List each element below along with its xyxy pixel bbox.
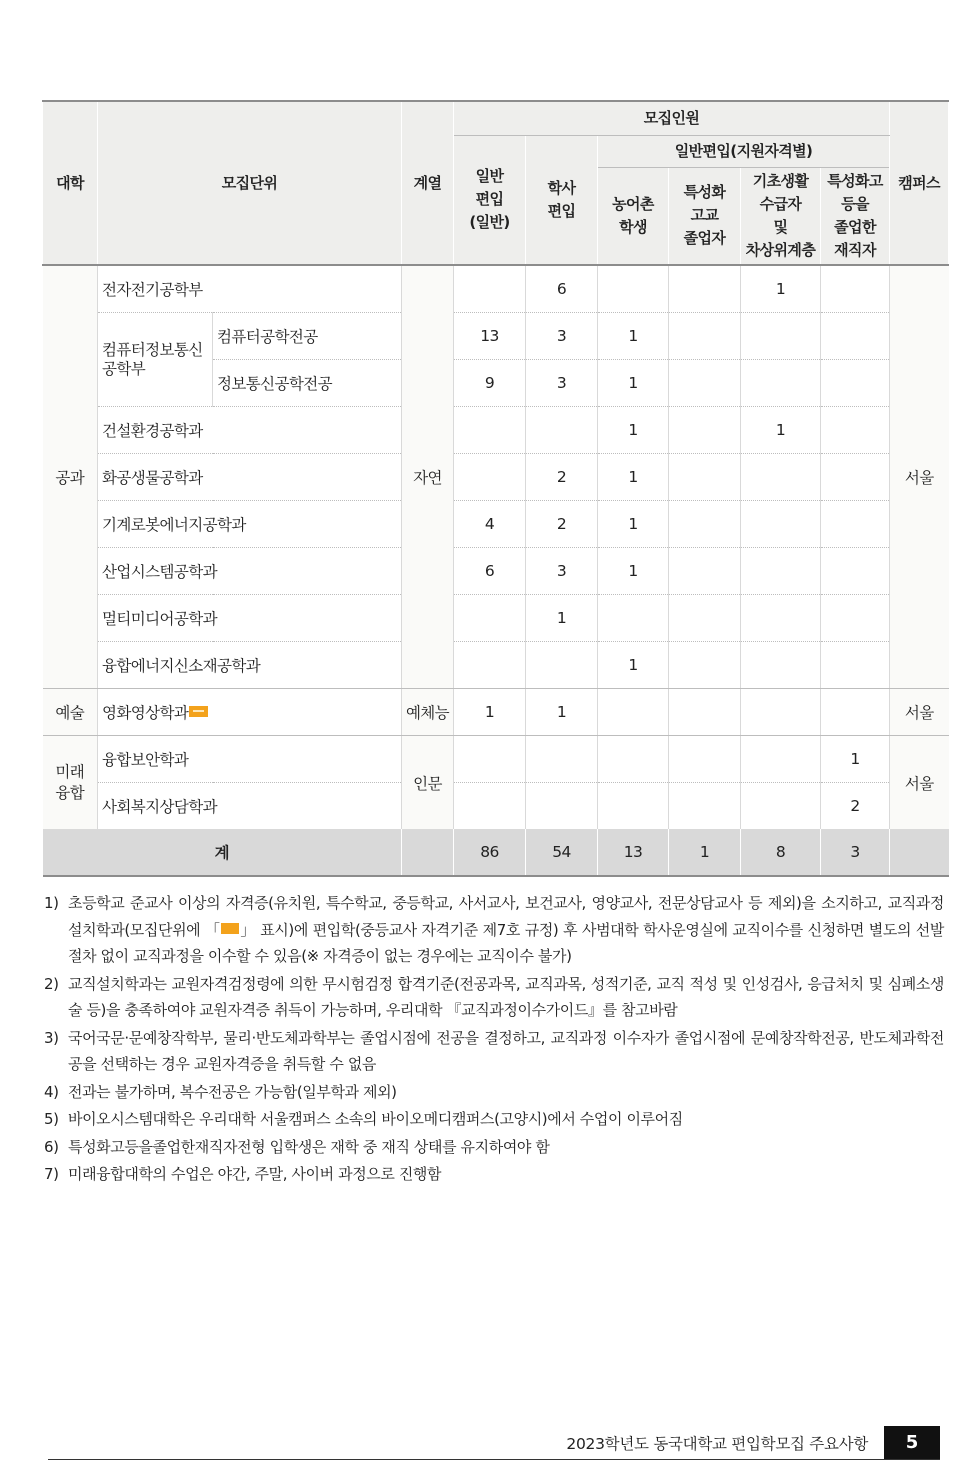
footnote-number: 5)	[44, 1110, 59, 1128]
header-recruit: 모집인원	[454, 101, 890, 135]
total-general: 86	[454, 829, 526, 876]
total-label: 계	[43, 829, 402, 876]
cell-general	[454, 595, 526, 642]
cell-rural: 1	[598, 313, 669, 360]
cell-rural: 1	[598, 407, 669, 454]
footnote-text: 미래융합대학의 수업은 야간, 주말, 사이버 과정으로 진행함	[68, 1165, 442, 1183]
footnote-number: 1)	[44, 894, 59, 912]
cell-rural	[598, 689, 669, 736]
total-bachelor: 54	[526, 829, 598, 876]
footnote	[44, 1161, 944, 1188]
total-campus-blank	[890, 829, 949, 876]
cell-general	[454, 454, 526, 501]
footer-title: 2023학년도 동국대학교 편입학모집 주요사항	[566, 1435, 868, 1453]
cell-bachelor: 1	[526, 595, 598, 642]
table-row	[43, 407, 949, 454]
header-series: 계열	[402, 101, 454, 265]
cell-bachelor: 2	[526, 501, 598, 548]
unit-name: 융합에너지신소재공학과	[98, 642, 402, 689]
table-row	[43, 265, 949, 313]
cell-bachelor	[526, 642, 598, 689]
table-row	[43, 313, 949, 360]
cell-general: 9	[454, 360, 526, 407]
footnote	[44, 1134, 944, 1161]
header-campus: 캠퍼스	[890, 101, 949, 265]
unit-name	[98, 313, 213, 407]
cell-special-hs	[669, 360, 741, 407]
cell-worker	[821, 265, 890, 313]
cell-rural	[598, 736, 669, 783]
header-basic-line: 기초생활	[752, 171, 809, 190]
cell-basic	[741, 501, 821, 548]
total-row	[43, 829, 949, 876]
cell-bachelor: 3	[526, 313, 598, 360]
univ-cell	[43, 736, 98, 830]
campus-cell: 서울	[890, 689, 949, 736]
cell-bachelor	[526, 407, 598, 454]
header-general	[454, 135, 526, 265]
table-row	[43, 454, 949, 501]
series-cell: 예체능	[402, 689, 454, 736]
footnote-text-part: 초등학교 준교사 이상의 자격증(유치원, 특수학교, 중등학교, 사서교사, 보건교사, 영양교사, 전문상담교사 등 제외)을 소지하고, 교직과정 설치학과(모집단위에 「	[68, 894, 944, 939]
header-basic-line: 차상위계층	[745, 240, 816, 259]
total-special-hs: 1	[669, 829, 741, 876]
table-row	[43, 642, 949, 689]
header-worker	[821, 167, 890, 265]
cell-special-hs	[669, 548, 741, 595]
cell-worker	[821, 595, 890, 642]
teacher-course-tag-icon	[189, 706, 208, 717]
footnote-text: 전과는 불가하며, 복수전공은 가능함(일부학과 제외)	[68, 1082, 397, 1101]
cell-special-hs	[669, 595, 741, 642]
cell-rural: 1	[598, 642, 669, 689]
series-cell: 인문	[402, 736, 454, 830]
recruitment-table	[42, 100, 949, 877]
table-body	[43, 265, 949, 876]
cell-special-hs	[669, 407, 741, 454]
cell-basic: 1	[741, 265, 821, 313]
header-general-line: 편입	[475, 190, 504, 209]
unit-name: 전자전기공학부	[98, 265, 402, 313]
cell-worker	[821, 454, 890, 501]
cell-basic	[741, 548, 821, 595]
footnote-number: 4)	[44, 1082, 59, 1101]
cell-worker: 2	[821, 783, 890, 830]
total-worker: 3	[821, 829, 890, 876]
footnote-text: 특성화고등을졸업한재직자전형 입학생은 재학 중 재직 상태를 유지하여야 함	[68, 1137, 550, 1156]
header-worker-line: 졸업한	[834, 217, 876, 236]
unit-name-line: 컴퓨터정보통신	[102, 340, 203, 359]
cell-rural: 1	[598, 454, 669, 501]
footnote-text: 바이오시스템대학은 우리대학 서울캠퍼스 소속의 바이오메디캠퍼스(고양시)에서 수업이 이루어짐	[68, 1110, 683, 1128]
header-basic-line: 수급자	[759, 194, 802, 213]
univ-cell: 예술	[43, 689, 98, 736]
table-row	[43, 595, 949, 642]
footnote	[44, 890, 944, 970]
total-rural: 13	[598, 829, 669, 876]
cell-special-hs	[669, 736, 741, 783]
header-univ: 대학	[43, 101, 98, 265]
unit-name: 사회복지상담학과	[98, 783, 402, 830]
footnote-text: 국어국문·문예창작학부, 물리·반도체과학부는 졸업시점에 전공을 결정하고, 교직과정 이수자가 졸업시점에 문예창작학전공, 반도체과학전공을 선택하는 경우 교원자격증을 취득할 수 없음	[68, 1028, 944, 1073]
total-basic: 8	[741, 829, 821, 876]
cell-general	[454, 265, 526, 313]
header-rural	[598, 167, 669, 265]
cell-general: 6	[454, 548, 526, 595]
footnote	[44, 1079, 944, 1106]
cell-worker	[821, 407, 890, 454]
cell-rural	[598, 783, 669, 830]
footnote-text	[68, 890, 944, 970]
cell-bachelor: 3	[526, 548, 598, 595]
header-worker-line: 재직자	[834, 240, 876, 259]
unit-name-line: 공학부	[102, 359, 146, 378]
series-cell: 자연	[402, 265, 454, 689]
header-unit: 모집단위	[98, 101, 402, 265]
footnote-number: 7)	[44, 1165, 59, 1183]
table-row	[43, 783, 949, 830]
footnotes	[44, 890, 944, 1189]
header-general-line: (일반)	[469, 213, 510, 232]
footnote-number: 3)	[44, 1028, 59, 1047]
cell-basic	[741, 595, 821, 642]
cell-basic	[741, 360, 821, 407]
cell-special-hs	[669, 454, 741, 501]
cell-bachelor	[526, 783, 598, 830]
unit-sub: 정보통신공학전공	[213, 360, 402, 407]
cell-bachelor: 2	[526, 454, 598, 501]
cell-basic: 1	[741, 407, 821, 454]
cell-basic	[741, 736, 821, 783]
header-general-group: 일반편입(지원자격별)	[598, 135, 890, 167]
cell-bachelor: 6	[526, 265, 598, 313]
cell-basic	[741, 689, 821, 736]
unit-name-text: 영화영상학과	[102, 704, 189, 722]
footnote	[44, 971, 944, 1024]
cell-special-hs	[669, 265, 741, 313]
univ-line: 융합	[55, 783, 85, 802]
cell-special-hs	[669, 642, 741, 689]
unit-sub: 컴퓨터공학전공	[213, 313, 402, 360]
header-worker-line: 특성화고	[827, 171, 883, 190]
header-special-hs-line: 졸업자	[683, 229, 726, 248]
unit-name: 융합보안학과	[98, 736, 402, 783]
header-special-hs-line: 특성화	[683, 183, 726, 202]
unit-name: 멀티미디어공학과	[98, 595, 402, 642]
footnote	[44, 1025, 944, 1078]
page-footer	[48, 1426, 940, 1460]
cell-general: 4	[454, 501, 526, 548]
cell-general	[454, 407, 526, 454]
campus-cell: 서울	[890, 265, 949, 689]
header-worker-line: 등을	[841, 194, 869, 213]
cell-rural: 1	[598, 548, 669, 595]
header-basic-line: 및	[773, 217, 788, 236]
unit-name: 건설환경공학과	[98, 407, 402, 454]
table-row	[43, 689, 949, 736]
footnote-number: 6)	[44, 1137, 59, 1156]
header-bachelor-line: 학사	[547, 178, 576, 197]
cell-special-hs	[669, 783, 741, 830]
unit-name: 기계로봇에너지공학과	[98, 501, 402, 548]
header-general-line: 일반	[475, 167, 504, 186]
cell-basic	[741, 642, 821, 689]
cell-general: 1	[454, 689, 526, 736]
cell-general: 13	[454, 313, 526, 360]
footer-divider	[48, 1459, 940, 1460]
teacher-course-tag-icon	[221, 923, 239, 934]
cell-rural	[598, 265, 669, 313]
cell-general	[454, 783, 526, 830]
cell-worker	[821, 642, 890, 689]
header-rural-line: 학생	[619, 217, 647, 236]
unit-name: 화공생물공학과	[98, 454, 402, 501]
cell-rural	[598, 595, 669, 642]
cell-worker: 1	[821, 736, 890, 783]
cell-bachelor: 1	[526, 689, 598, 736]
table-header	[43, 101, 949, 265]
cell-worker	[821, 501, 890, 548]
unit-name	[98, 689, 402, 736]
cell-rural: 1	[598, 360, 669, 407]
campus-cell: 서울	[890, 736, 949, 830]
header-basic	[741, 167, 821, 265]
header-special-hs	[669, 167, 741, 265]
cell-general	[454, 736, 526, 783]
footnote-number: 2)	[44, 974, 59, 993]
cell-special-hs	[669, 501, 741, 548]
cell-worker	[821, 313, 890, 360]
univ-line: 미래	[55, 762, 85, 781]
cell-worker	[821, 360, 890, 407]
table-row	[43, 736, 949, 783]
cell-worker	[821, 689, 890, 736]
unit-name: 산업시스템공학과	[98, 548, 402, 595]
univ-cell: 공과	[43, 265, 98, 689]
footnote	[44, 1106, 944, 1133]
page-number: 5	[884, 1426, 940, 1460]
header-rural-line: 농어촌	[612, 194, 654, 213]
footnote-text-part: 」 표시)에 편입학(중등교사 자격기준 제7호 규정) 후 사범대학 학사운영실에 교직이수를 신청하면 별도의 선발절차 없이 교직과정을 이수할 수 있음(※ 자격증이 없는 경우에는 교직이수 불가)	[68, 920, 944, 965]
cell-bachelor	[526, 736, 598, 783]
cell-bachelor: 3	[526, 360, 598, 407]
cell-basic	[741, 313, 821, 360]
cell-rural: 1	[598, 501, 669, 548]
table-row	[43, 548, 949, 595]
cell-special-hs	[669, 689, 741, 736]
cell-worker	[821, 548, 890, 595]
table-row	[43, 501, 949, 548]
cell-general	[454, 642, 526, 689]
cell-special-hs	[669, 313, 741, 360]
cell-basic	[741, 783, 821, 830]
footnote-text: 교직설치학과는 교원자격검정령에 의한 무시험검정 합격기준(전공과목, 교직과목, 성적기준, 교직 적성 및 인성검사, 응급처치 및 심폐소생술 등)을 충족하여야 교원자격증 취득이 가능하며, 우리대학 『교직과정이수가이드』를 참고바람	[68, 974, 944, 1019]
header-bachelor	[526, 135, 598, 265]
header-bachelor-line: 편입	[547, 201, 576, 220]
total-series-blank	[402, 829, 454, 876]
cell-basic	[741, 454, 821, 501]
header-special-hs-line: 고교	[690, 206, 719, 225]
